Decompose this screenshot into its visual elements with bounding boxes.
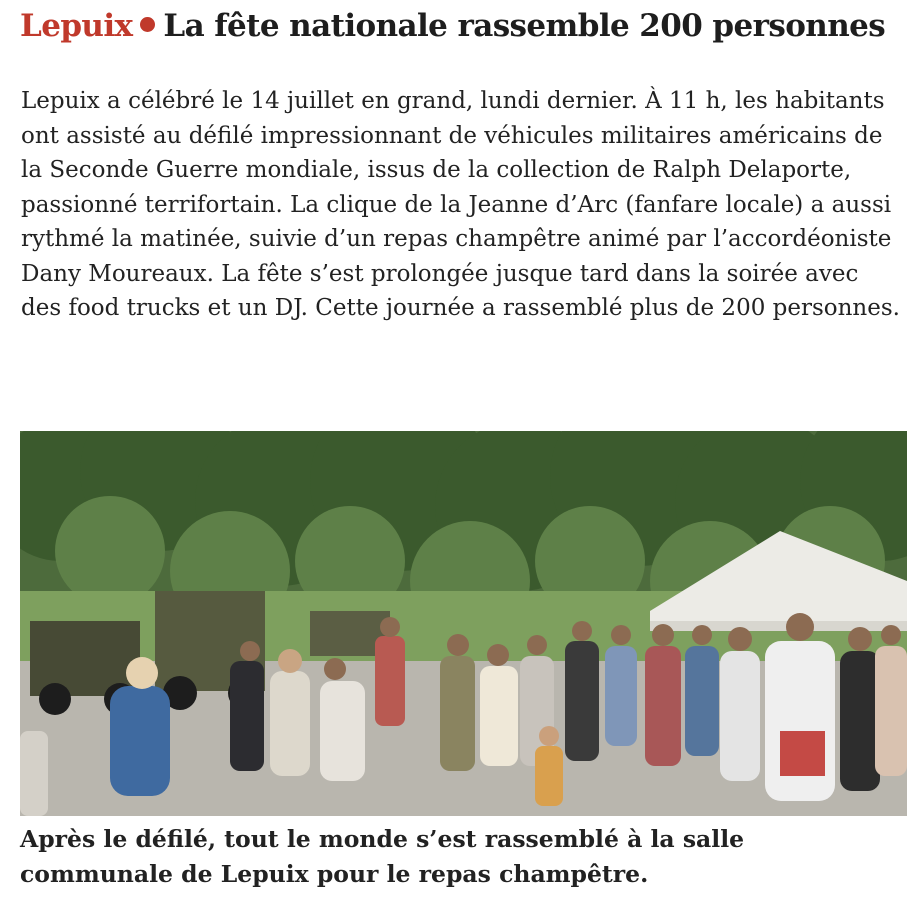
article-body bbox=[21, 84, 901, 326]
crowd-photo-illustration bbox=[20, 431, 907, 816]
article-paragraph: Lepuix a célébré le 14 juillet en grand, lundi dernier. À 11 h, les habitants ont assisté au défilé impressionnant de véhicules militaires américains de la Seconde Guerre mondiale, issus de la collection de Ralph Delaporte, passionné terrifortain. La clique de la Jeanne d’Arc (fanfare locale) a aussi rythmé la matinée, suivie d’un repas champêtre animé par l’accordéoniste Dany Moureaux. La fête s’est prolongée jusque tard dans la soirée avec des food trucks et un DJ. Cette journée a rassemblé plus de 200 personnes. bbox=[21, 88, 900, 321]
red-bullet-icon bbox=[140, 17, 155, 32]
headline bbox=[20, 6, 905, 46]
photo-caption: Après le défilé, tout le monde s’est rassemblé à la salle communale de Lepuix pour le repas champêtre. bbox=[20, 825, 745, 888]
article-title: La fête nationale rassemble 200 personnes bbox=[163, 8, 886, 44]
article-photo bbox=[20, 431, 907, 816]
kicker-lepuix: Lepuix bbox=[20, 8, 133, 44]
